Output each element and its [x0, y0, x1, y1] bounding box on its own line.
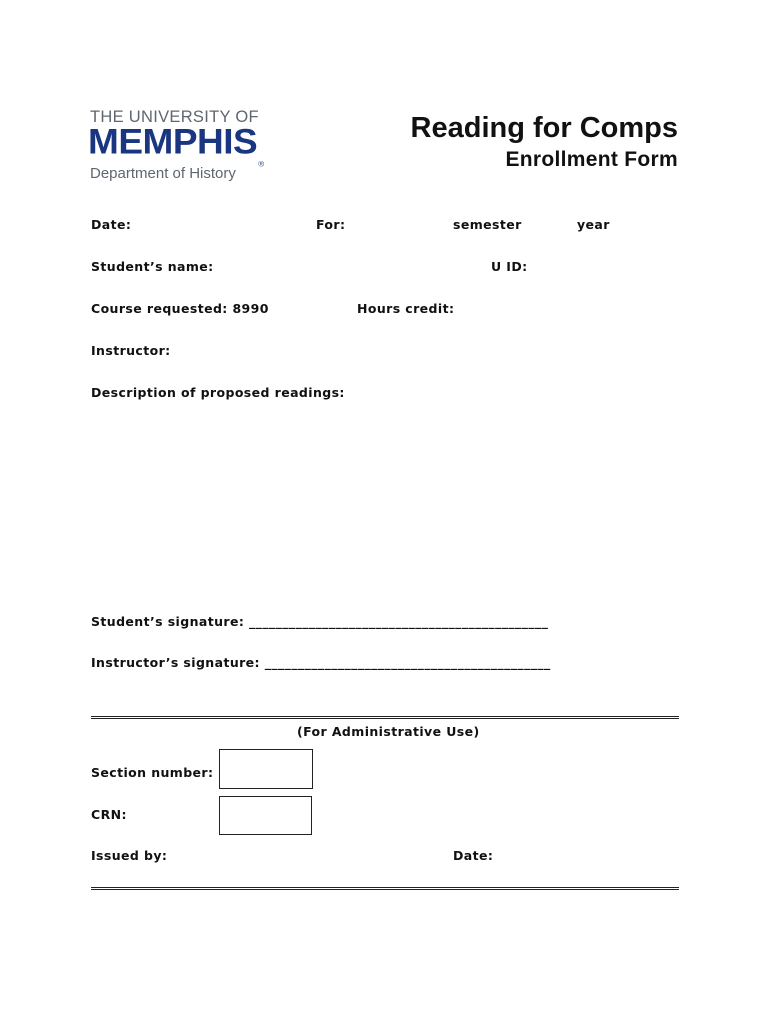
description-label: Description of proposed readings: [91, 385, 345, 400]
logo-department-line: Department of History [90, 165, 236, 182]
hours-credit-label: Hours credit: [357, 301, 455, 316]
logo-wordmark [88, 122, 264, 169]
issued-by-label: Issued by: [91, 848, 168, 863]
logo-university-line: THE UNIVERSITY OF [90, 108, 259, 126]
crn-box[interactable] [219, 796, 312, 835]
for-label: For: [316, 217, 346, 232]
admin-heading: (For Administrative Use) [297, 724, 480, 739]
uid-label: U ID: [491, 259, 528, 274]
date-label: Date: [91, 217, 132, 232]
year-label: year [577, 217, 610, 232]
instructor-label: Instructor: [91, 343, 171, 358]
instructor-signature-label: Instructor’s signature: [91, 655, 260, 670]
form-subtitle: Enrollment Form [505, 148, 678, 171]
instructor-signature-line: ___________________________________________ [264, 655, 551, 670]
semester-label: semester [453, 217, 522, 232]
student-signature-row [91, 614, 548, 629]
crn-label: CRN: [91, 807, 127, 822]
student-signature-label: Student’s signature: [91, 614, 245, 629]
admin-bottom-divider [91, 887, 679, 890]
admin-top-divider [91, 716, 679, 719]
logo-wordmark-text: MEMPHIS [88, 122, 258, 161]
instructor-signature-row [91, 655, 551, 670]
admin-date-label: Date: [453, 848, 494, 863]
student-signature-line: _____________________________________________ [249, 614, 549, 629]
section-number-box[interactable] [219, 749, 313, 789]
student-name-label: Student’s name: [91, 259, 214, 274]
course-requested-label: Course requested: 8990 [91, 301, 269, 316]
registered-mark: ® [258, 160, 264, 169]
form-title: Reading for Comps [410, 112, 678, 144]
section-number-label: Section number: [91, 765, 214, 780]
